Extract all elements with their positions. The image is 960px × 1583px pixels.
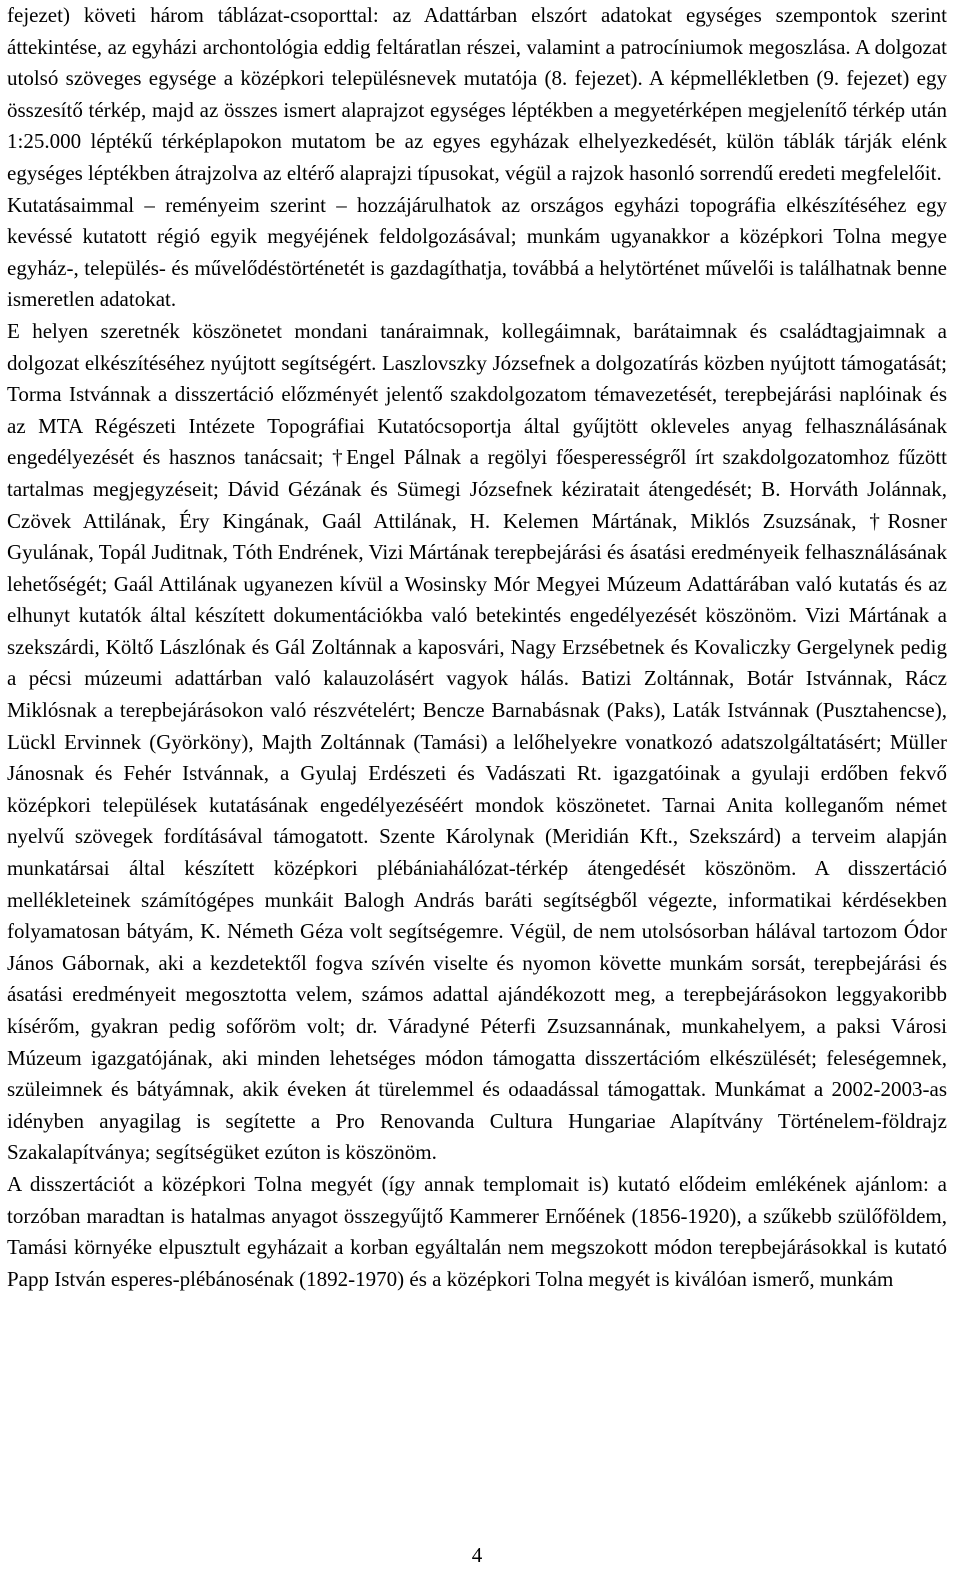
paragraph-chapter-overview: fejezet) követi három táblázat-csoporttal: az Adattárban elszórt adatokat egységes szempontok szerint áttekintése, az egyházi archontológia eddig feltáratlan részei, valamint a patrocíniumok megoszlása. A dolgozat utolsó szöveges egysége a középkori településnevek mutatója (8. fejezet). A képmellékletben (9. fejezet) egy összesítő térkép, majd az összes ismert alaprajzot egységes léptékben a megyetérképen megjelenítő térkép után 1:25.000 léptékű térképlapokon mutatom be az egyes egyházak elhelyezkedését, külön táblák tárják elénk egységes léptékben átrajzolva az eltérő alaprajzi típusokat, végül a rajzok hasonló sorrendű eredeti megfelelőit. <box>7 3 947 185</box>
paragraph-acknowledgements: E helyen szeretnék köszönetet mondani tanáraimnak, kollegáimnak, barátaimnak és családtagjaimnak a dolgozat elkészítéséhez nyújtott segítségért. Laszlovszky Józsefnek a dolgozatírás közben nyújtott támogatását; Torma Istvánnak a disszertáció előzményét jelentő szakdolgozatom témavezetését, terepbejárási naplóinak és az MTA Régészeti Intézete Topográfiai Kutatócsoportja által gyűjtött okleveles anyag felhasználásának engedélyezését és hasznos tanácsait; †Engel Pálnak a regölyi főesperességről írt szakdolgozatomhoz fűzött tartalmas megjegyzéseit; Dávid Gézának és Sümegi Józsefnek kéziratait átengedését; B. Horváth Jolánnak, Czövek Attilának, Éry Kingának, Gaál Attilának, H. Kelemen Mártának, Miklós Zsuzsának, †Rosner Gyulának, Topál Juditnak, Tóth Endrének, Vizi Mártának terepbejárási és ásatási eredményeik felhasználásának lehetőségét; Gaál Attilának ugyanezen kívül a Wosinsky Mór Megyei Múzeum Adattárában való kutatás és az elhunyt kutatók által készített dokumentációkba való betekintés engedélyezését köszönöm. Vizi Mártának a szekszárdi, Költő Lászlónak és Gál Zoltánnak a kaposvári, Nagy Erzsébetnek és Kovaliczky Gergelynek pedig a pécsi múzeumi adattárban való kalauzolásért vagyok hálás. Batizi Zoltánnak, Botár Istvánnak, Rácz Miklósnak a terepbejárásokon való részvételért; Bencze Barnabásnak (Paks), Laták Istvánnak (Pusztahencse), Lückl Ervinnek (Györköny), Majth Zoltánnak (Tamási) a lelőhelyekre vonatkozó adatszolgáltatásért; Müller Jánosnak és Fehér Istvánnak, a Gyulaj Erdészeti és Vadászati Rt. igazgatóinak a gyulaji erdőben fekvő középkori települések kutatásának engedélyezéséért mondok köszönetet. Tarnai Anita kolleganőm német nyelvű szövegek fordításával támogatott. Szente Károlynak (Meridián Kft., Szekszárd) a terveim alapján munkatársai által készített középkori plébániahálózat-térkép átengedését köszönöm. A disszertáció mellékleteinek számítógépes munkáit Balogh András baráti segítségből végezte, informatikai kérdésekben folyamatosan bátyám, K. Németh Géza volt segítségemre. Végül, de nem utolsósorban hálával tartozom Ódor János Gábornak, aki a kezdetektől fogva szívén viselte és nyomon követte munkám sorsát, terepbejárási és ásatási eredményeit megosztotta velem, számos adattal ajándékozott meg, a terepbejárásokon leggyakoribb kísérőm, gyakran pedig sofőröm volt; dr. Váradyné Péterfi Zsuzsannának, munkahelyem, a paksi Városi Múzeum igazgatójának, aki minden lehetséges módon támogatta disszertációm elkészülését; feleségemnek, szüleimnek és bátyámnak, akik éveken át türelemmel és odaadással támogattak. Munkámat a 2002-2003-as idényben anyagilag is segítette a Pro Renovanda Cultura Hungariae Alapítvány Történelem-földrajz Szakalapítványa; segítségüket ezúton is köszönöm. <box>7 318 947 1165</box>
paragraph-research-contribution: Kutatásaimmal – reményeim szerint – hozzájárulhatok az országos egyházi topográfia elkészítéséhez egy kevéssé kutatott régió egyik megyéjének feldolgozásával; munkám ugyanakkor a középkori Tolna megye egyház-, település- és művelődéstörténetét is gazdagíthatja, továbbá a helytörténet művelői is találhatnak benne ismeretlen adatokat. <box>7 192 947 312</box>
page-number: 4 <box>471 1543 483 1567</box>
paragraph-dedication: A disszertációt a középkori Tolna megyét (így annak templomait is) kutató elődeim emlékének ajánlom: a torzóban maradtan is hatalmas anyagot összegyűjtő Kammerer Ernőének (1856-1920), a szűkebb szülőföldem, Tamási környéke elpusztult egyházait a korban egyáltalán nem megszokott módon terepbejárásokkal is kutató Papp István esperes-plébánosénak (1892-1970) és a középkori Tolna megyét is kiválóan ismerő, munkám <box>7 1171 947 1291</box>
document-page <box>7 0 947 1583</box>
